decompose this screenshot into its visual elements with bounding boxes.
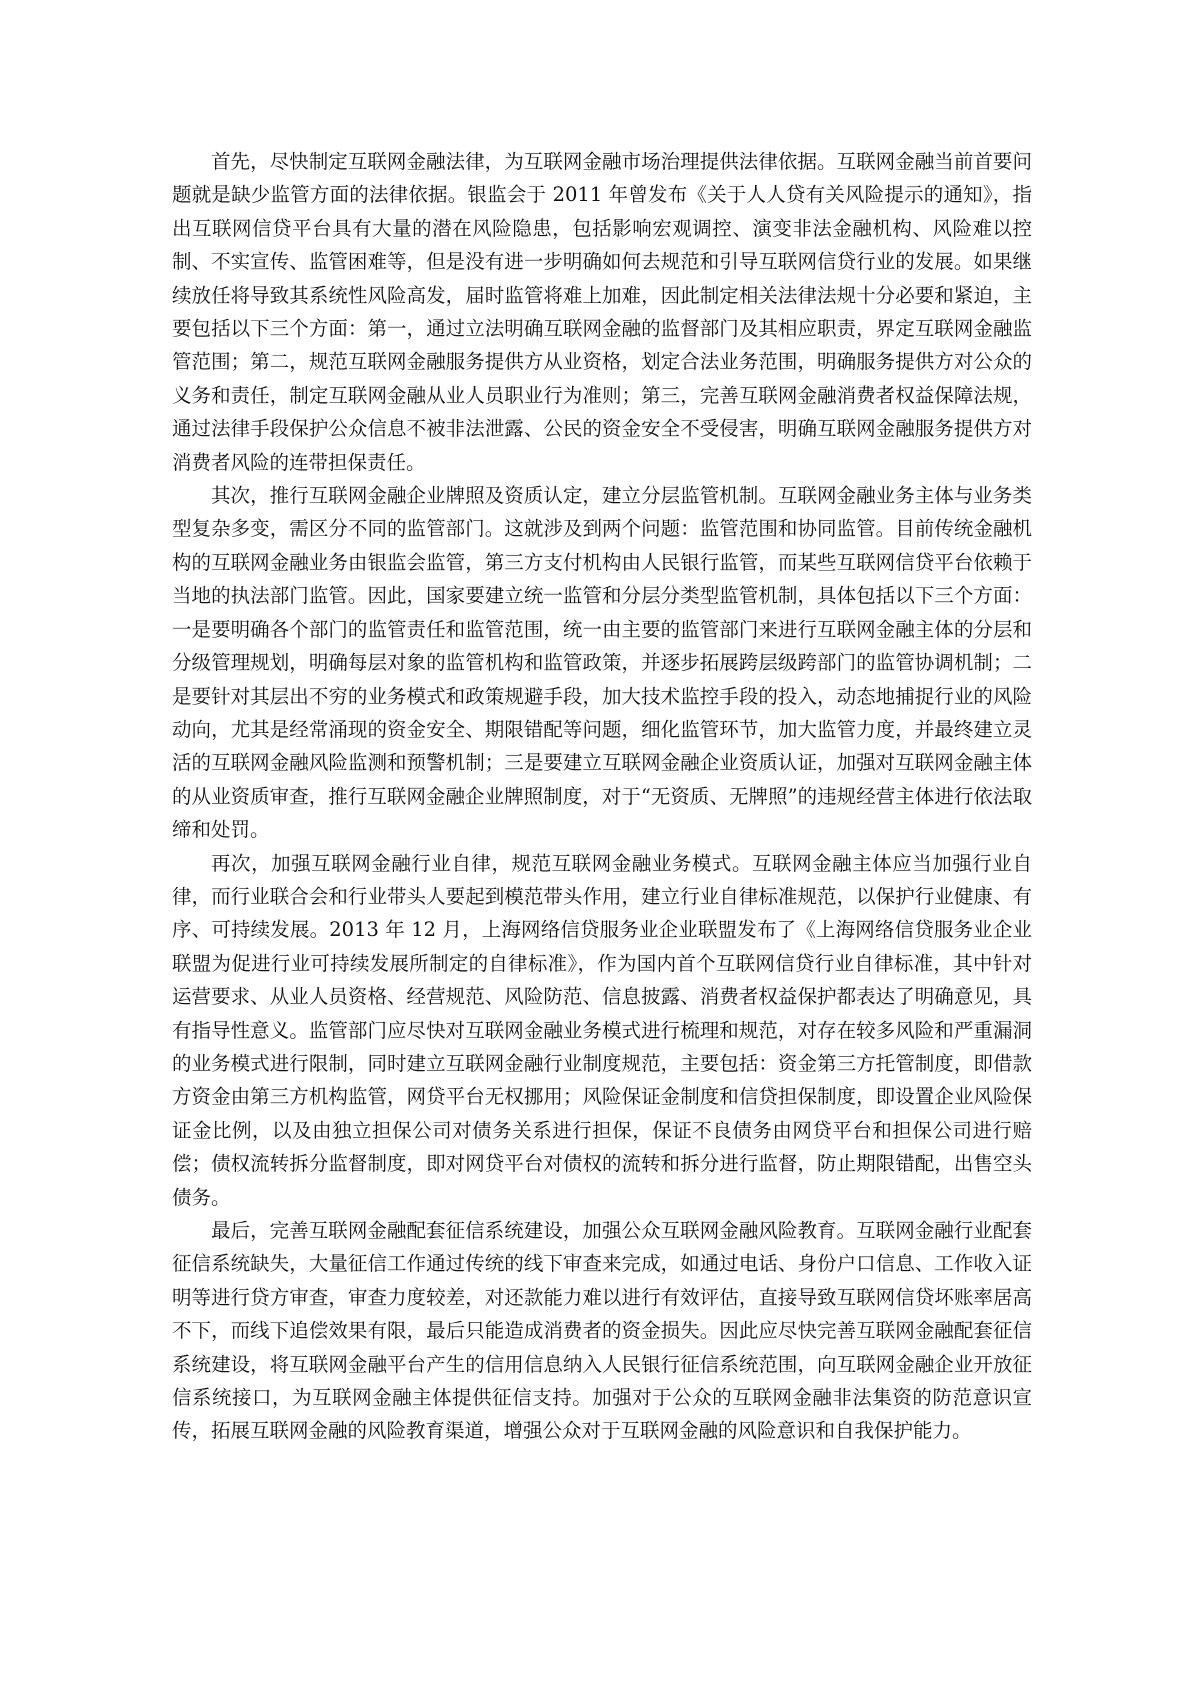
paragraph-1: 首先，尽快制定互联网金融法律，为互联网金融市场治理提供法律依据。互联网金融当前首要问题就是缺少监管方面的法律依据。银监会于 2011 年曾发布《关于人人贷有关风险提示的通知》，指出互联网信贷平台具有大量的潜在风险隐患，包括影响宏观调控、演变非法金融机构、风险难以控制、不实宣传、监管困难等，但是没有进一步明确如何去规范和引导互联网信贷行业的发展。如果继续放任将导致其系统性风险高发，届时监管将难上加难，因此制定相关法律法规十分必要和紧迫，主要包括以下三个方面：第一，通过立法明确互联网金融的监督部门及其相应职责，界定互联网金融监管范围；第二，规范互联网金融服务提供方从业资格，划定合法业务范围，明确服务提供方对公众的义务和责任，制定互联网金融从业人员职业行为准则；第三，完善互联网金融消费者权益保障法规，通过法律手段保护公众信息不被非法泄露、公民的资金安全不受侵害，明确互联网金融服务提供方对消费者风险的连带担保责任。 [172,150,1032,474]
paragraph-4: 最后，完善互联网金融配套征信系统建设，加强公众互联网金融风险教育。互联网金融行业配套征信系统缺失，大量征信工作通过传统的线下审查来完成，如通过电话、身份户口信息、工作收入证明等进行贷方审查，审查力度较差，对还款能力难以进行有效评估，直接导致互联网信贷坏账率居高不下，而线下追偿效果有限，最后只能造成消费者的资金损失。因此应尽快完善互联网金融配套征信系统建设，将互联网金融平台产生的信用信息纳入人民银行征信系统范围，向互联网金融企业开放征信系统接口，为互联网金融主体提供征信支持。加强对于公众的互联网金融非法集资的防范意识宣传，拓展互联网金融的风险教育渠道，增强公众对于互联网金融的风险意识和自我保护能力。 [172,1219,1032,1443]
paragraph-2: 其次，推行互联网金融企业牌照及资质认定，建立分层监管机制。互联网金融业务主体与业务类型复杂多变，需区分不同的监管部门。这就涉及到两个问题：监管范围和协同监管。目前传统金融机构的互联网金融业务由银监会监管，第三方支付机构由人民银行监管，而某些互联网信贷平台依赖于当地的执法部门监管。因此，国家要建立统一监管和分层分类型监管机制，具体包括以下三个方面：一是要明确各个部门的监管责任和监管范围，统一由主要的监管部门来进行互联网金融主体的分层和分级管理规划，明确每层对象的监管机构和监管政策，并逐步拓展跨层级跨部门的监管协调机制；二是要针对其层出不穷的业务模式和政策规避手段，加大技术监控手段的投入，动态地捕捉行业的风险动向，尤其是经常涌现的资金安全、期限错配等问题，细化监管环节，加大监管力度，并最终建立灵活的互联网金融风险监测和预警机制；三是要建立互联网金融企业资质认证，加强对互联网金融主体的从业资质审查，推行互联网金融企业牌照制度，对于“无资质、无牌照”的违规经营主体进行依法取缔和处罚。 [172,484,1032,842]
paragraph-3: 再次，加强互联网金融行业自律，规范互联网金融业务模式。互联网金融主体应当加强行业自律，而行业联合会和行业带头人要起到模范带头作用，建立行业自律标准规范，以保护行业健康、有序、可持续发展。2013 年 12 月，上海网络信贷服务业企业联盟发布了《上海网络信贷服务业企业联盟为促进行业可持续发展所制定的自律标准》，作为国内首个互联网信贷行业自律标准，其中针对运营要求、从业人员资格、经营规范、风险防范、信息披露、消费者权益保护都表达了明确意见，具有指导性意义。监管部门应尽快对互联网金融业务模式进行梳理和规范，对存在较多风险和严重漏洞的业务模式进行限制，同时建立互联网金融行业制度规范，主要包括：资金第三方托管制度，即借款方资金由第三方机构监管，网贷平台无权挪用；风险保证金制度和信贷担保制度，即设置企业风险保证金比例，以及由独立担保公司对债务关系进行担保，保证不良债务由网贷平台和担保公司进行赔偿；债权流转拆分监督制度，即对网贷平台对债权的流转和拆分进行监督，防止期限错配，出售空头债务。 [172,851,1032,1209]
document-body [172,145,1032,1448]
